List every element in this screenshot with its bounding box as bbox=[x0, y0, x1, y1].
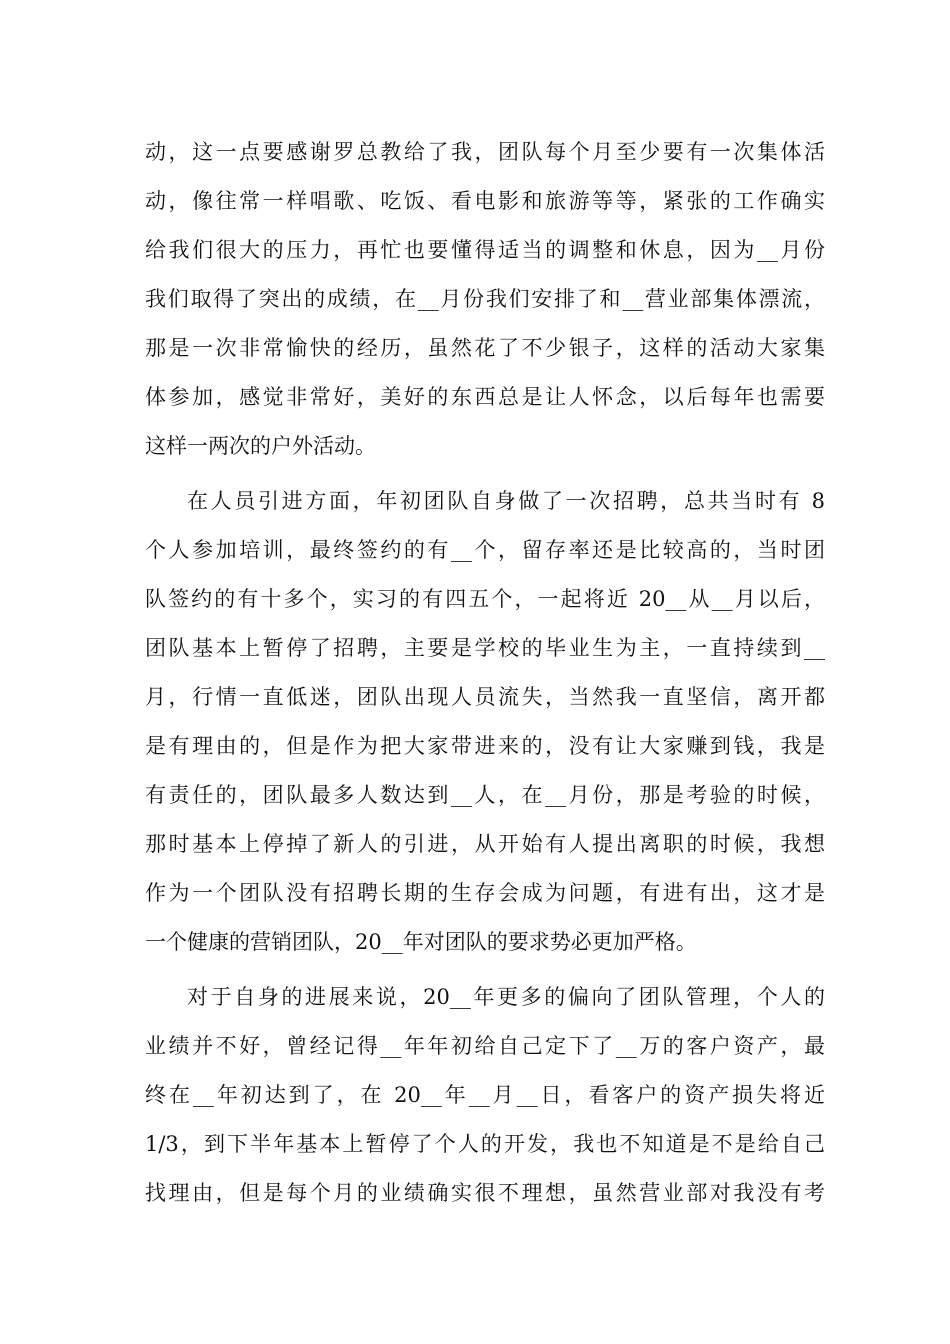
text-line: 在人员引进方面，年初团队自身做了一次招聘，总共当时有 8 bbox=[187, 489, 825, 513]
text-line: 一个健康的营销团队，20__年对团队的要求势必更加严格。 bbox=[145, 930, 697, 954]
text-line: 体参加，感觉非常好，美好的东西总是让人怀念，以后每年也需要 bbox=[145, 385, 825, 409]
text-line: 那是一次非常愉快的经历，虽然花了不少银子，这样的活动大家集 bbox=[145, 336, 825, 360]
text-line: 队签约的有十多个，实习的有四五个，一起将近 20__从__月以后， bbox=[145, 587, 825, 611]
text-line: 对于自身的进展来说，20__年更多的偏向了团队管理，个人的 bbox=[187, 985, 825, 1009]
text-line: 给我们很大的压力，再忙也要懂得适当的调整和休息，因为__月份 bbox=[145, 238, 825, 262]
text-line: 有责任的，团队最多人数达到__人，在__月份，那是考验的时候， bbox=[145, 783, 825, 807]
paragraph-recruitment bbox=[145, 477, 825, 967]
paragraph-team-activities bbox=[145, 128, 825, 471]
paragraph-self-progress bbox=[145, 973, 825, 1218]
text-line: 团队基本上暂停了招聘，主要是学校的毕业生为主，一直持续到__ bbox=[145, 636, 825, 660]
text-line: 个人参加培训，最终签约的有__个，留存率还是比较高的，当时团 bbox=[145, 538, 825, 562]
text-line: 这样一两次的户外活动。 bbox=[145, 434, 376, 458]
text-line: 找理由，但是每个月的业绩确实很不理想，虽然营业部对我没有考 bbox=[145, 1181, 825, 1205]
text-line: 动，像往常一样唱歌、吃饭、看电影和旅游等等，紧张的工作确实 bbox=[145, 189, 825, 213]
text-line: 业绩并不好，曾经记得__年年初给自己定下了__万的客户资产，最 bbox=[145, 1034, 825, 1058]
text-line: 是有理由的，但是作为把大家带进来的，没有让大家赚到钱，我是 bbox=[145, 734, 825, 758]
text-line: 终在__年初达到了，在 20__年__月__日，看客户的资产损失将近 bbox=[145, 1083, 825, 1107]
text-line: 作为一个团队没有招聘长期的生存会成为问题，有进有出，这才是 bbox=[145, 881, 825, 905]
text-line: 那时基本上停掉了新人的引进，从开始有人提出离职的时候，我想 bbox=[145, 832, 825, 856]
text-line: 月，行情一直低迷，团队出现人员流失，当然我一直坚信，离开都 bbox=[145, 685, 825, 709]
text-line: 1/3，到下半年基本上暂停了个人的开发，我也不知道是不是给自己 bbox=[145, 1132, 825, 1156]
document-body bbox=[145, 128, 825, 1218]
text-line: 我们取得了突出的成绩，在__月份我们安排了和__营业部集体漂流， bbox=[145, 287, 825, 311]
text-line: 动，这一点要感谢罗总教给了我，团队每个月至少要有一次集体活 bbox=[145, 140, 825, 164]
